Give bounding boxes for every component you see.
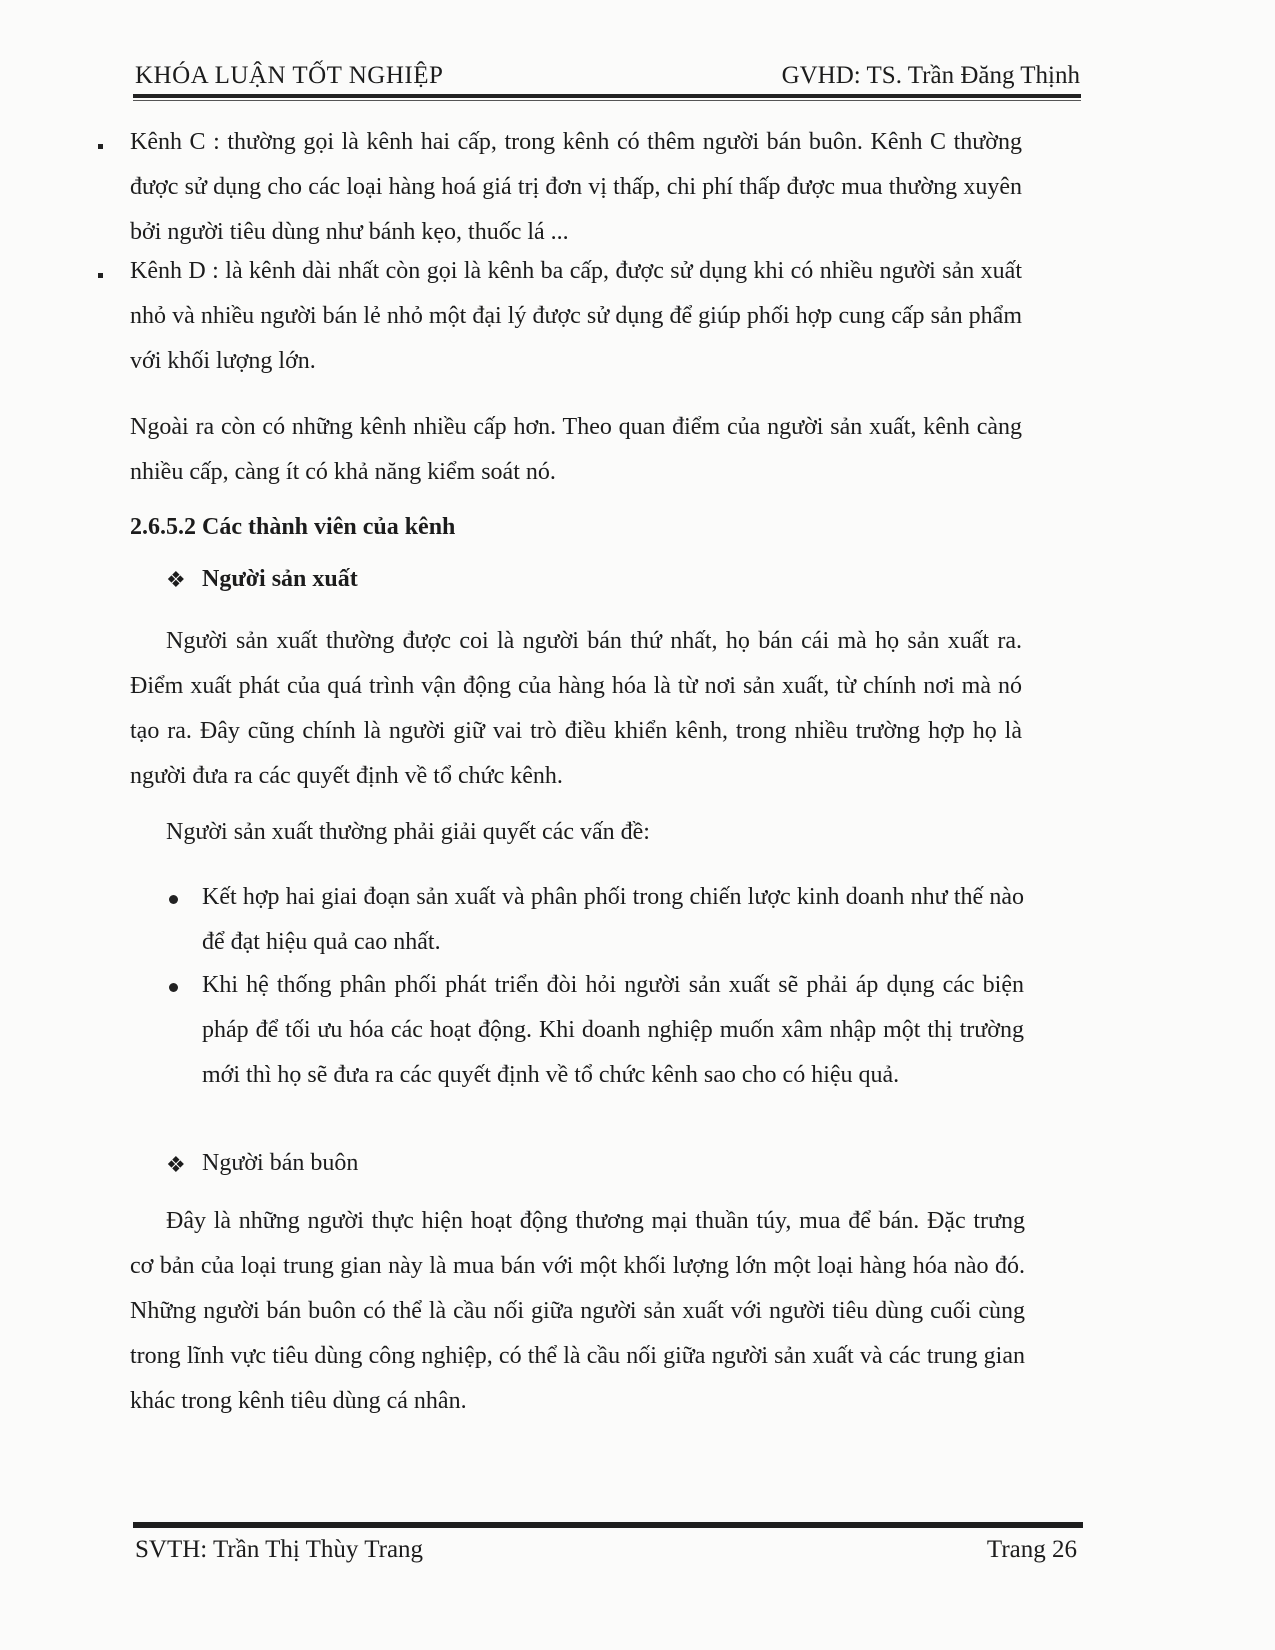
footer-student: SVTH: Trần Thị Thùy Trang [135, 1536, 424, 1563]
bullet-marker [169, 983, 178, 992]
header-rule-thin [133, 100, 1081, 101]
paragraph-producer: Người sản xuất thường được coi là người bán thứ nhất, họ bán cái mà họ sản xuất ra. Điểm xuất phát của quá trình vận động của hàng hóa là từ nơi sản xuất, từ chính nơi mà nó tạo ra. Đây cũng chính là người giữ vai trò điều khiển kênh, trong nhiều trường hợp họ là người đưa ra các quyết định về tổ chức kênh. [130, 628, 1022, 789]
paragraph-wholesaler: Đây là những người thực hiện hoạt động thương mại thuần túy, mua để bán. Đặc trưng cơ bản của loại trung gian này là mua bán với một khối lượng lớn một loại hàng hóa nào đó. Những người bán buôn có thể là cầu nối giữa người sản xuất với người tiêu dùng cuối cùng trong lĩnh vực tiêu dùng công nghiệp, có thể là cầu nối giữa người sản xuất và các trung gian khác trong kênh tiêu dùng cá nhân. [130, 1208, 1025, 1414]
bullet-marker [98, 144, 103, 149]
bullet-marker [98, 273, 103, 278]
paragraph-issue-1: Kết hợp hai giai đoạn sản xuất và phân phối trong chiến lược kinh doanh như thế nào để đạt hiệu quả cao nhất. [202, 884, 1024, 955]
paragraph-kenh-c: Kênh C : thường gọi là kênh hai cấp, trong kênh có thêm người bán buôn. Kênh C thường được sử dụng cho các loại hàng hoá giá trị đơn vị thấp, chi phí thấp được mua thường xuyên bởi người tiêu dùng như bánh kẹo, thuốc lá ... [130, 129, 1022, 245]
header-rule [133, 94, 1081, 98]
paragraph-issue-2: Khi hệ thống phân phối phát triển đòi hỏi người sản xuất sẽ phải áp dụng các biện pháp để tối ưu hóa các hoạt động. Khi doanh nghiệp muốn xâm nhập một thị trường mới thì họ sẽ đưa ra các quyết định về tổ chức kênh sao cho có hiệu quả. [202, 972, 1024, 1088]
bullet-marker [169, 895, 178, 904]
paragraph-producer-issues: Người sản xuất thường phải giải quyết các vấn đề: [166, 819, 650, 845]
header-advisor: GVHD: TS. Trần Đăng Thịnh [781, 62, 1080, 89]
diamond-bullet-icon: ❖ [166, 1153, 186, 1178]
header-title: KHÓA LUẬN TỐT NGHIỆP [135, 62, 444, 89]
diamond-bullet-icon: ❖ [166, 568, 186, 593]
wholesaler-heading: Người bán buôn [202, 1150, 359, 1176]
paragraph-ngoai-ra: Ngoài ra còn có những kênh nhiều cấp hơn. Theo quan điểm của người sản xuất, kênh càng nhiều cấp, càng ít có khả năng kiểm soát nó. [130, 414, 1022, 485]
producer-heading: Người sản xuất [202, 566, 358, 592]
paragraph-kenh-d: Kênh D : là kênh dài nhất còn gọi là kênh ba cấp, được sử dụng khi có nhiều người sản xuất nhỏ và nhiều người bán lẻ nhỏ một đại lý được sử dụng để giúp phối hợp cung cấp sản phẩm với khối lượng lớn. [130, 258, 1022, 374]
footer-rule [133, 1522, 1083, 1528]
page-header [135, 58, 1080, 92]
section-heading: 2.6.5.2 Các thành viên của kênh [130, 514, 456, 540]
page-number: Trang 26 [986, 1536, 1077, 1563]
